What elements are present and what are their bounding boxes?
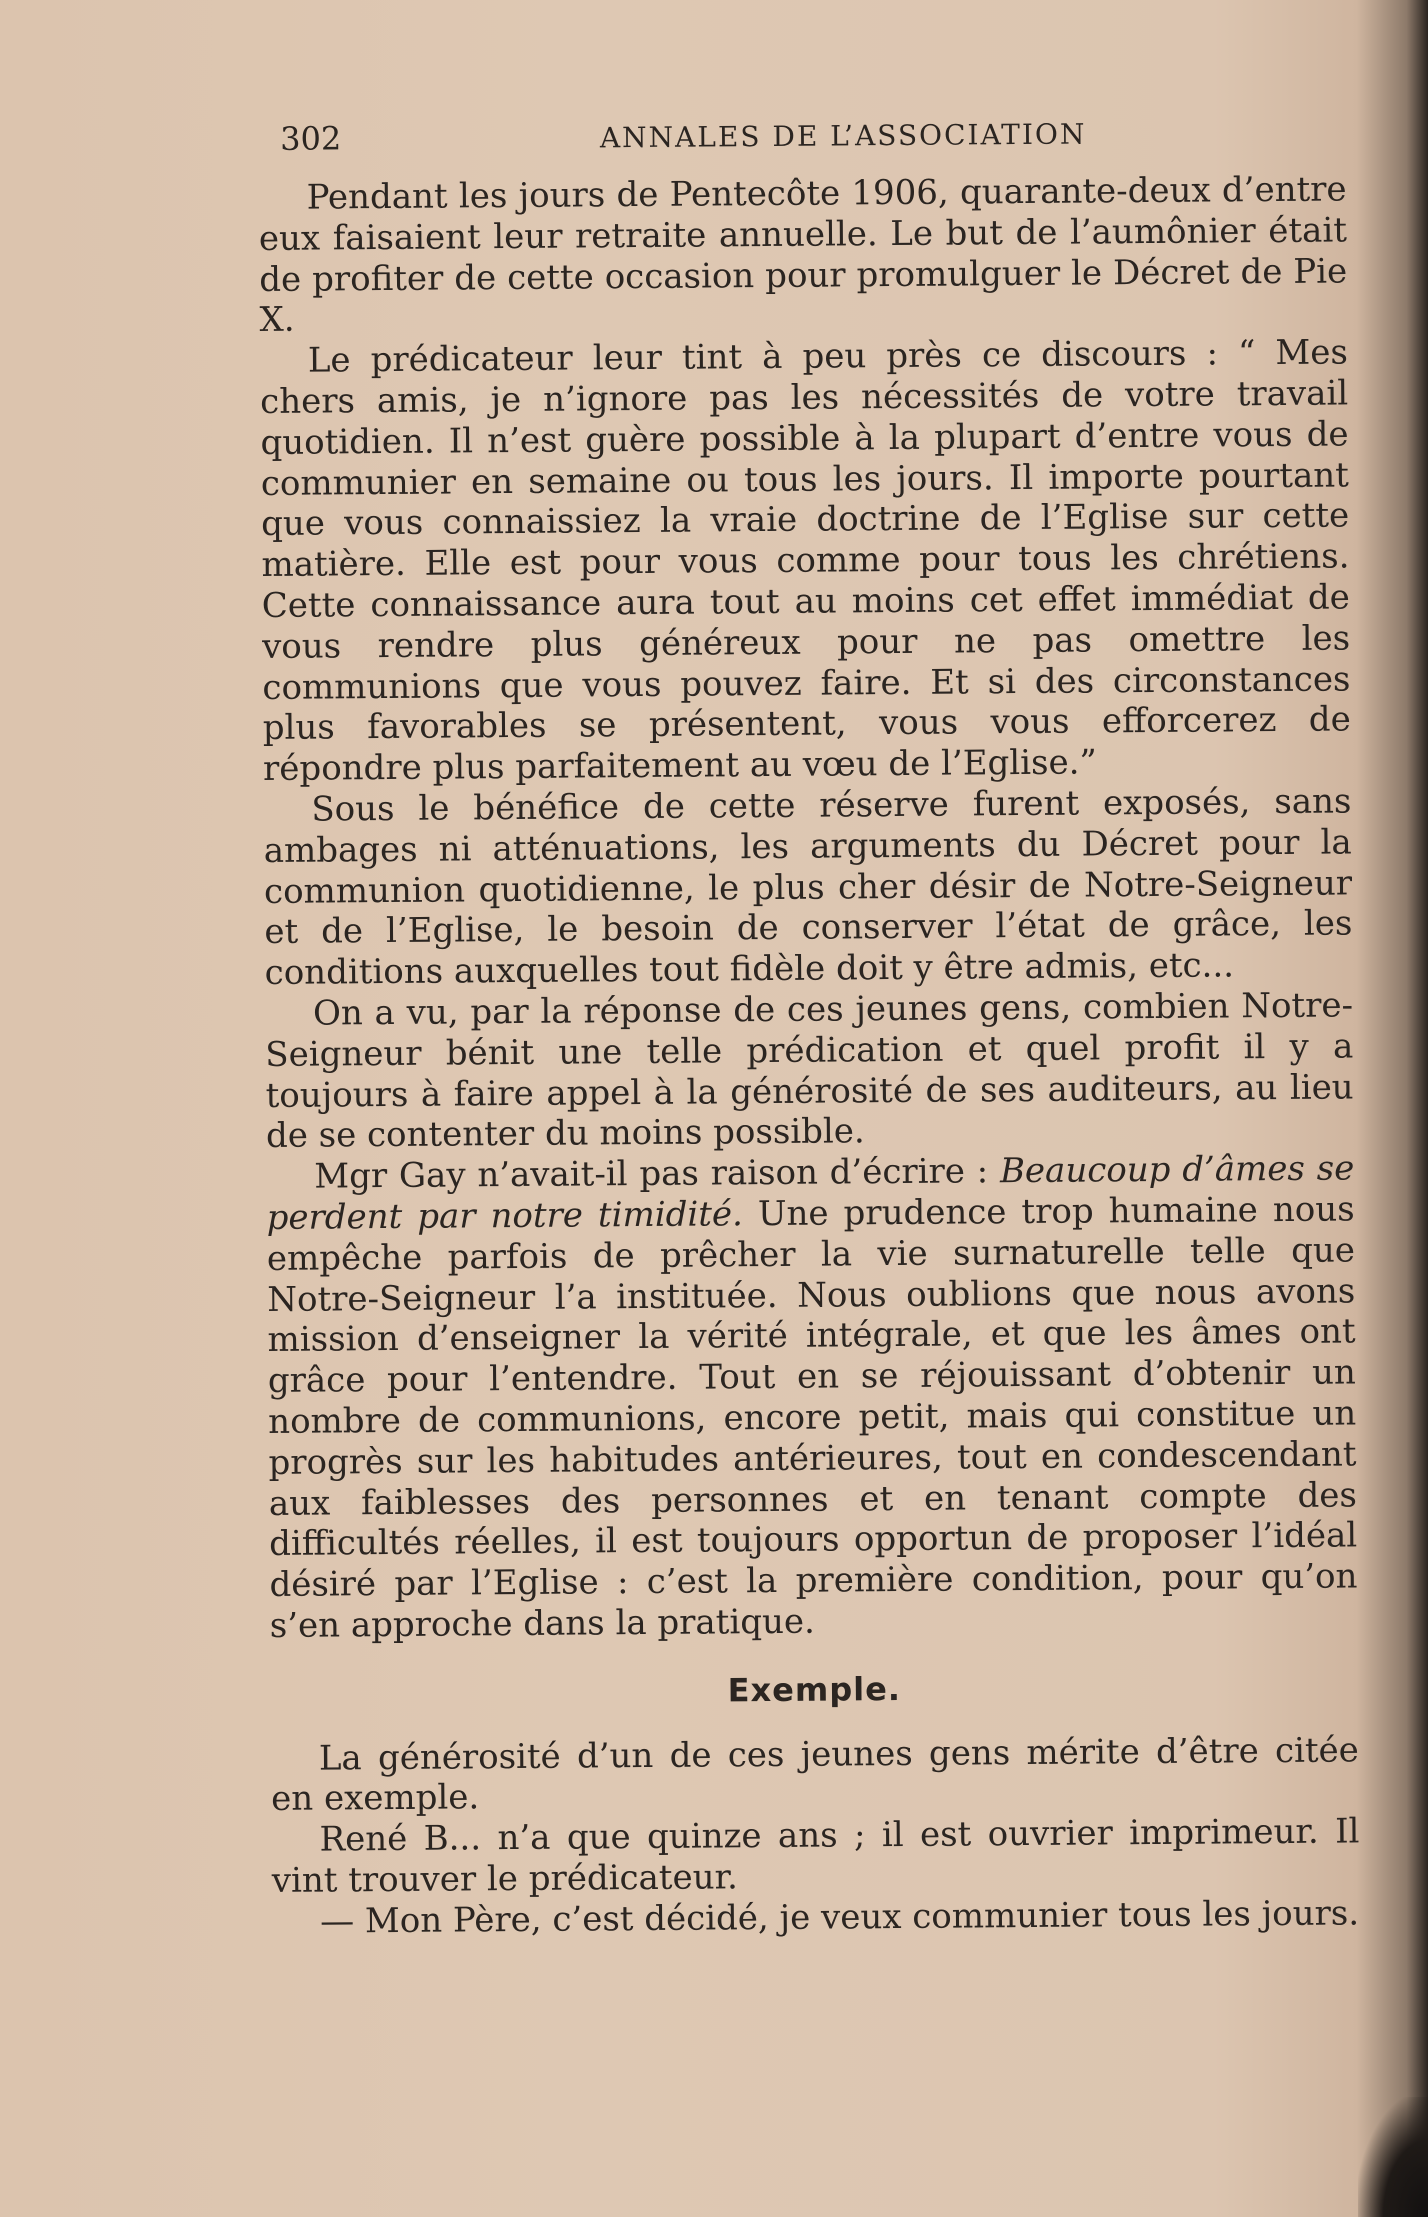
paragraph-reserve: Sous le bénéfice de cette réserve furent exposés, sans ambages ni atténuations, les arguments du Décret pour la communion quotidienne, le plus cher désir de Notre-Seigneur et de l’Eglise, le besoin de conserver l’état de grâce, les conditions auxquelles tout fidèle doit y être admis, etc... bbox=[263, 781, 1353, 994]
paragraph-response: On a vu, par la réponse de ces jeunes gens, combien Notre-Seigneur bénit une telle prédication et quel profit il y a toujours à faire appel à la générosité de ses auditeurs, au lieu de se contenter du moins possible. bbox=[265, 985, 1354, 1157]
page-header bbox=[258, 111, 1346, 178]
running-title: ANNALES DE L’ASSOCIATION bbox=[599, 117, 1087, 155]
page-number: 302 bbox=[279, 119, 342, 158]
page-text-block bbox=[258, 111, 1360, 1942]
paragraph-dialogue: — Mon Père, c’est décidé, je veux communier tous les jours. bbox=[319, 1893, 1360, 1942]
paragraph-pentecost: Pendant les jours de Pentecôte 1906, quarante-deux d’entre eux faisaient leur retraite annuelle. Le but de l’aumônier était de profiter de cette occasion pour promulguer le Décret de Pie X. bbox=[258, 169, 1348, 341]
paragraph-preacher-discourse: Le prédicateur leur tint à peu près ce discours : “ Mes chers amis, je n’ignore pas les nécessités de votre travail quotidien. Il n’est guère possible à la plupart d’entre vous de communier en semaine ou tous les jours. Il importe pourtant que vous connaissiez la vraie doctrine de l’Eglise sur cette matière. Elle est pour vous comme pour tous les chrétiens. Cette connaissance aura tout au moins cet effet immédiat de vous rendre plus généreux pour ne pas omettre les communions que vous pouvez faire. Et si des circonstances plus favorables se présentent, vous vous efforcerez de répondre plus parfaitement au vœu de l’Eglise.” bbox=[260, 332, 1351, 790]
gay-text-after: Une prudence trop humaine nous empêche parfois de prêcher la vie surnaturelle telle que Notre-Seigneur l’a instituée. Nous oublions que nous avons mission d’enseigner la vérité intégrale, et que les âmes ont grâce pour l’entendre. Tout en se réjouissant d’obtenir un nombre de communions, encore petit, mais qui constitue un progrès sur les habitudes antérieures, tout en condescendant aux faiblesses des personnes et en tenant compte des difficultés réelles, il est toujours opportun de proposer l’idéal désiré par l’Eglise : c’est la première condition, pour qu’on s’en approche dans la pratique. bbox=[266, 1189, 1358, 1646]
paragraph-rene: René B... n’a que quinze ans ; il est ouvrier imprimeur. Il vint trouver le prédicateur. bbox=[271, 1811, 1360, 1902]
section-heading: Exemple. bbox=[727, 1669, 902, 1710]
binding-shadow bbox=[1358, 2097, 1428, 2217]
paragraph-mgr-gay bbox=[266, 1149, 1358, 1647]
gay-quote-italic: Beaucoup d’âmes se perdent par notre timidité. bbox=[266, 1148, 1355, 1238]
gay-text-before: Mgr Gay n’avait-il pas raison d’écrire : bbox=[314, 1151, 1001, 1197]
paragraph-example-intro: La générosité d’un de ces jeunes gens mérite d’être citée en exemple. bbox=[271, 1730, 1359, 1820]
